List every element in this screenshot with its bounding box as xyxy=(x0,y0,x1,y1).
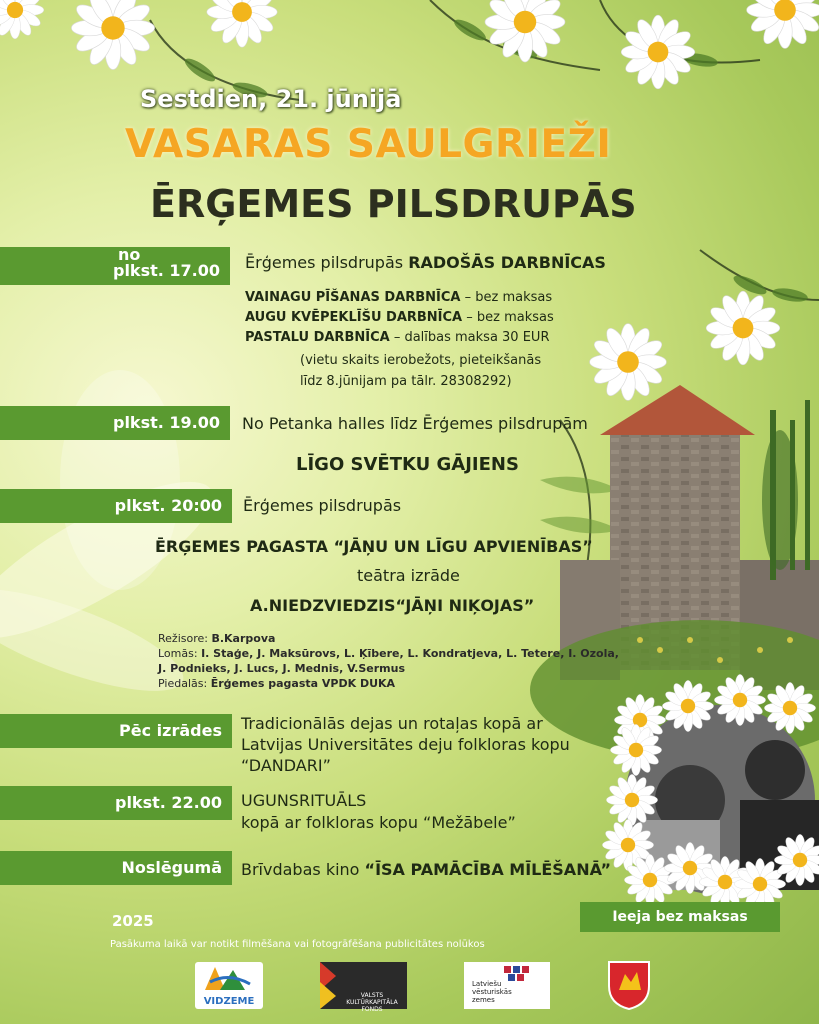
participants-label: Piedalās: xyxy=(158,677,208,690)
s4-line-2: Latvijas Universitātes deju folkloras kopu xyxy=(241,735,570,754)
shield-icon xyxy=(607,960,651,1010)
workshop-note-1: (vietu skaits ierobežots, pieteikšanās xyxy=(300,353,542,368)
coat-of-arms-logo xyxy=(607,960,651,1010)
s3-organizer: ĒRĢEMES PAGASTA “JĀŅU UN LĪGU APVIENĪBAS” xyxy=(155,537,593,556)
valsts-kultura-logo xyxy=(320,962,407,1013)
s3-director xyxy=(158,632,275,645)
regions-logo-text: Latviešu vēsturiskās zemes xyxy=(472,980,512,1004)
vidzeme-logo-text: VIDZEME xyxy=(203,996,255,1007)
s1-heading xyxy=(245,253,606,272)
time-tag-after-play: Pēc izrādes xyxy=(0,714,232,748)
workshop-note-2: līdz 8.jūnijam pa tālr. 28308292) xyxy=(300,374,512,389)
s1-heading-bold: RADOŠĀS DARBNĪCAS xyxy=(408,253,606,272)
roles-line-1: I. Staģe, J. Maksūrovs, L. Ķībere, L. Kondratjeva, L. Tetere, I. Ozola, xyxy=(201,647,619,660)
time-tag-closing: Noslēgumā xyxy=(0,851,232,885)
director-label: Režisore: xyxy=(158,632,208,645)
workshop-1 xyxy=(245,290,552,305)
workshop-2-fee: – bez maksas xyxy=(466,310,554,325)
vidzeme-emblem-icon xyxy=(195,962,263,992)
s6-line xyxy=(241,860,611,879)
time-tag-19: plkst. 19.00 xyxy=(0,406,230,440)
workshop-2 xyxy=(245,310,554,325)
s3-roles-1 xyxy=(158,647,619,660)
workshop-3-name: PASTALU DARBNĪCA xyxy=(245,330,390,345)
vidzeme-logo xyxy=(195,962,263,1009)
s4-line-1: Tradicionālās dejas un rotaļas kopā ar xyxy=(241,714,543,733)
s3-kind: teātra izrāde xyxy=(357,566,460,585)
kkf-logo-text: VALSTS KULTŪRKAPITĀLA FONDS xyxy=(346,992,398,1013)
workshop-1-name: VAINAGU PĪŠANAS DARBNĪCA xyxy=(245,290,461,305)
roles-label: Lomās: xyxy=(158,647,198,660)
workshop-3-fee: – dalības maksa 30 EUR xyxy=(393,330,550,345)
s1-heading-normal: Ērģemes pilsdrupās xyxy=(245,253,404,272)
s3-play: A.NIEDZVIEDZIS“JĀŅI NIĶOJAS” xyxy=(250,596,535,615)
event-date: Sestdien, 21. jūnijā xyxy=(140,85,402,113)
footer-note: Pasākuma laikā var notikt filmēšana vai fotogrāfēšana publicitātes nolūkos xyxy=(110,939,485,950)
s4-line-3: “DANDARI” xyxy=(241,756,331,775)
time-label: plkst. 17.00 xyxy=(112,261,220,280)
event-title: VASARAS SAULGRIEŽI xyxy=(125,122,612,167)
s5-line-2: kopā ar folkloras kopu “Mežābele” xyxy=(241,813,516,832)
vesturiskas-zemes-logo xyxy=(464,962,550,1009)
s6-normal: Brīvdabas kino xyxy=(241,860,360,879)
s6-bold: “ĪSA PAMĀCĪBA MĪLĒŠANĀ” xyxy=(364,860,612,879)
workshop-3 xyxy=(245,330,549,345)
time-tag-20: plkst. 20:00 xyxy=(0,489,232,523)
entry-badge: Ieeja bez maksas xyxy=(580,902,780,932)
s3-roles-2: J. Podnieks, J. Lucs, J. Mednis, V.Sermus xyxy=(158,662,406,675)
time-tag-17 xyxy=(0,247,230,285)
workshop-2-name: AUGU KVĒPEKLĪŠU DARBNĪCA xyxy=(245,310,463,325)
director-name: B.Karpova xyxy=(211,632,276,645)
s2-event: LĪGO SVĒTKU GĀJIENS xyxy=(296,454,519,475)
time-tag-22: plkst. 22.00 xyxy=(0,786,232,820)
footer-year: 2025 xyxy=(112,912,154,930)
s5-line-1: UGUNSRITUĀLS xyxy=(241,791,367,810)
s3-location: Ērģemes pilsdrupās xyxy=(243,496,402,515)
workshop-1-fee: – bez maksas xyxy=(464,290,553,305)
kkf-emblem-icon xyxy=(320,962,336,1009)
s3-participants xyxy=(158,677,395,690)
s2-route: No Petanka halles līdz Ērģemes pilsdrupām xyxy=(242,414,588,433)
time-prefix: no xyxy=(118,245,141,264)
event-location: ĒRĢEMES PILSDRUPĀS xyxy=(150,182,637,226)
participants-name: Ērģemes pagasta VPDK DUKA xyxy=(210,677,396,690)
